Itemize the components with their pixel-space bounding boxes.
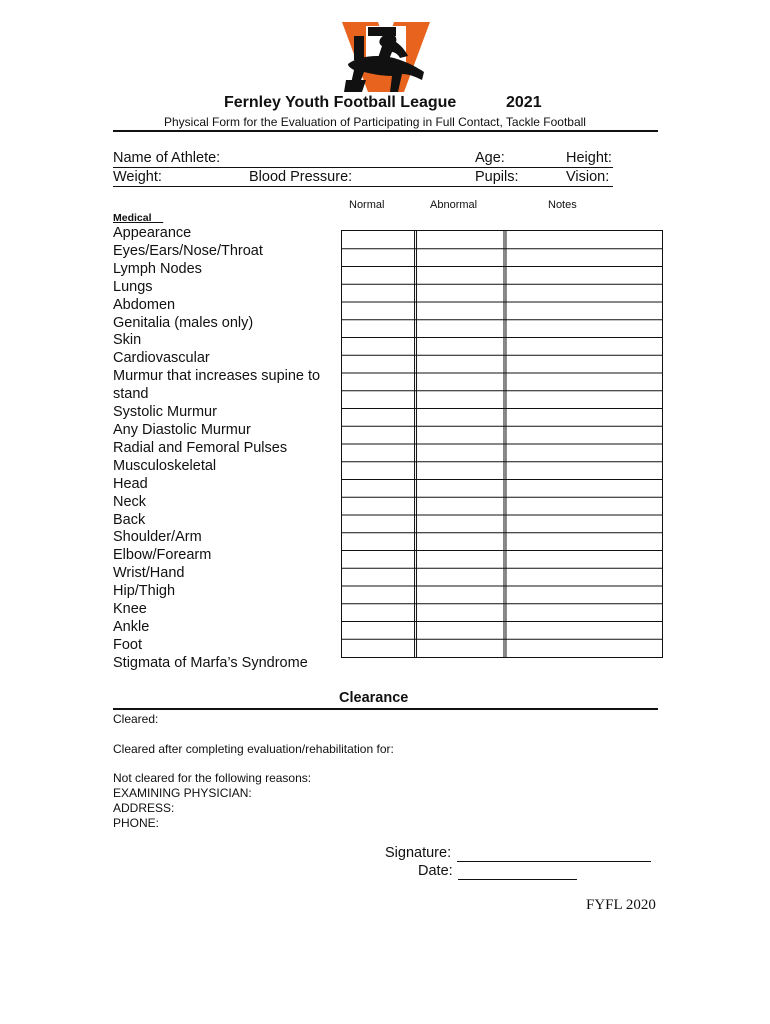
medical-item: Elbow/Forearm: [113, 547, 212, 564]
column-abnormal: Abnormal: [430, 199, 478, 211]
medical-item: Eyes/Ears/Nose/Throat: [113, 242, 263, 259]
clearance-title: Clearance: [339, 690, 409, 706]
weight-label: Weight:: [113, 169, 162, 185]
medical-item: Shoulder/Arm: [113, 529, 202, 546]
medical-item: Abdomen: [113, 296, 176, 313]
cleared-label: Cleared:: [113, 712, 159, 726]
date-label: Date:: [418, 863, 453, 879]
medical-item: Stigmata of Marfa’s Syndrome: [113, 654, 308, 671]
name-line: [113, 167, 613, 168]
medical-item-list: [113, 225, 320, 673]
medical-item: Lungs: [113, 278, 153, 295]
medical-item: Neck: [113, 493, 147, 510]
medical-item: Foot: [113, 636, 143, 653]
medical-item: Appearance: [113, 225, 192, 241]
date-line[interactable]: [458, 879, 577, 880]
examining-physician-label: EXAMINING PHYSICIAN:: [113, 786, 252, 800]
height-label: Height:: [566, 150, 612, 166]
medical-item: Hip/Thigh: [113, 583, 176, 600]
league-title: Fernley Youth Football League: [224, 94, 457, 111]
weight-line: [113, 186, 613, 187]
medical-item: Radial and Femoral Pulses: [113, 439, 288, 456]
column-normal: Normal: [349, 199, 385, 211]
not-cleared-label: Not cleared for the following reasons:: [113, 771, 312, 785]
medical-item: Cardiovascular: [113, 350, 210, 367]
medical-item: Musculoskeletal: [113, 457, 217, 474]
league-logo: [338, 20, 434, 94]
cleared-after-label: Cleared after completing evaluation/rehabilitation for:: [113, 742, 394, 756]
medical-item: Genitalia (males only): [113, 314, 254, 331]
vision-label: Vision:: [566, 169, 610, 185]
phone-label: PHONE:: [113, 816, 160, 830]
medical-item: Knee: [113, 601, 147, 618]
medical-item: Systolic Murmur: [113, 404, 217, 421]
medical-item: Any Diastolic Murmur: [113, 421, 251, 438]
medical-item: Back: [113, 511, 146, 528]
age-label: Age:: [475, 150, 505, 166]
signature-line[interactable]: [457, 861, 651, 862]
medical-item: Lymph Nodes: [113, 260, 202, 277]
form-subtitle: Physical Form for the Evaluation of Participating in Full Contact, Tackle Football: [164, 115, 586, 129]
column-notes: Notes: [548, 199, 577, 211]
blood-pressure-label: Blood Pressure:: [249, 169, 353, 185]
footer-code: FYFL 2020: [586, 897, 656, 913]
medical-section-label: Medical: [113, 212, 152, 224]
medical-item: Ankle: [113, 618, 150, 635]
form-year: 2021: [506, 94, 542, 111]
medical-item: Skin: [113, 332, 142, 349]
medical-item: Murmur that increases supine to: [113, 368, 321, 385]
header-rule: [113, 130, 658, 132]
signature-label: Signature:: [385, 845, 452, 861]
clearance-rule: [113, 708, 658, 710]
name-of-athlete-label: Name of Athlete:: [113, 150, 221, 166]
address-label: ADDRESS:: [113, 801, 175, 815]
pupils-label: Pupils:: [475, 169, 519, 185]
medical-item: stand: [113, 386, 149, 403]
exam-grid: [341, 230, 663, 658]
medical-item: Head: [113, 475, 148, 492]
medical-item: Wrist/Hand: [113, 565, 185, 582]
